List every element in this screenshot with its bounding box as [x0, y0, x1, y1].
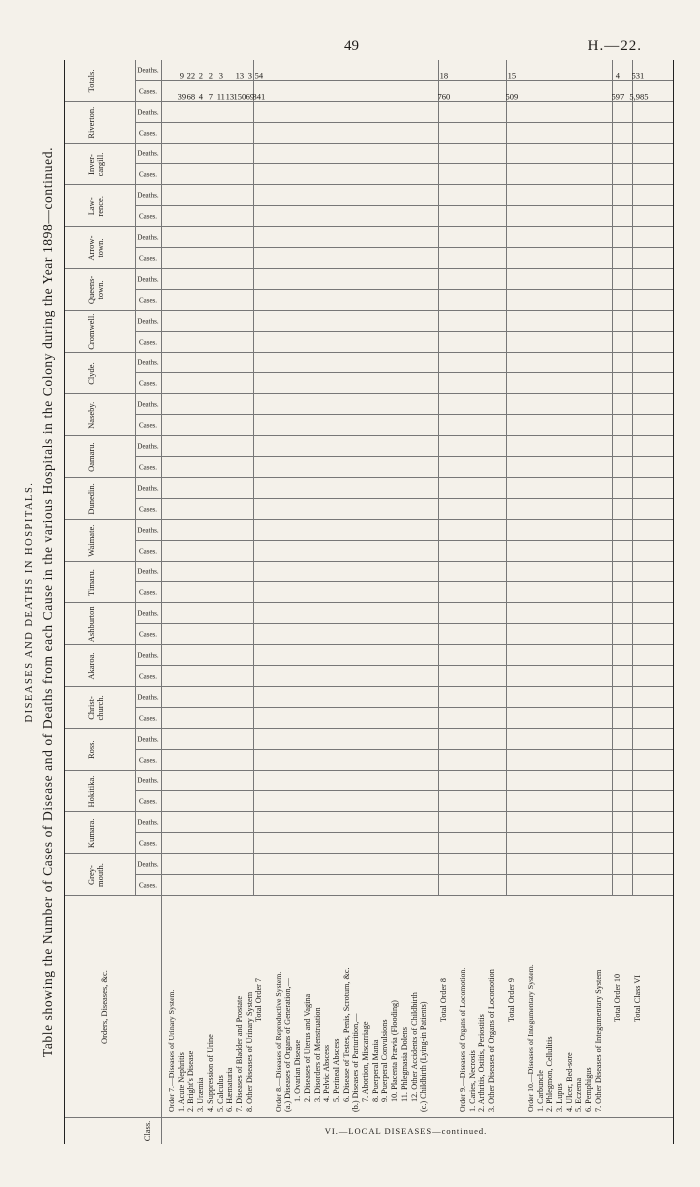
- deaths-subheader: Deaths.: [137, 233, 159, 242]
- total-cases-cell: 68: [186, 91, 196, 102]
- row-label: Total Order 7: [254, 978, 264, 1022]
- row-label: 8. Puerperal Mania: [370, 1039, 380, 1102]
- hospital-header-18: Riverton.: [86, 106, 96, 139]
- total-cases-cell: 509: [504, 91, 518, 102]
- total-deaths-cell: 18: [439, 70, 448, 81]
- hospital-header-12: Clyde.: [86, 362, 96, 385]
- table-row: [477, 60, 487, 1144]
- row-label: 7. Other Diseases of Integumentary System: [593, 969, 603, 1112]
- row-label: Total Class VI: [632, 974, 642, 1022]
- table-row: [216, 60, 226, 1144]
- table-row: [322, 60, 332, 1144]
- table-row: [380, 60, 390, 1144]
- row-label: (a.) Diseases of Organs of Generation,—: [283, 978, 293, 1112]
- table-row: [235, 60, 245, 1144]
- class-column-header: Class.: [142, 1120, 152, 1142]
- table-row: [293, 60, 303, 1144]
- row-label: 7. Diseases of Bladder and Prostate: [234, 996, 244, 1112]
- total-cases-cell: 4: [198, 91, 204, 102]
- table-row: [584, 60, 594, 1144]
- cases-subheader: Cases.: [138, 839, 158, 848]
- total-row: [439, 60, 449, 1144]
- total-deaths-cell: 9: [179, 70, 184, 81]
- row-label: 2. Diseases of Uterus and Vagina: [302, 993, 312, 1102]
- total-deaths-cell: 22: [186, 70, 196, 81]
- row-label: 4. Ulcer, Bed-sore: [564, 1052, 574, 1112]
- deaths-subheader: Deaths.: [137, 66, 159, 75]
- deaths-subheader: Deaths.: [137, 442, 159, 451]
- class-label: VI.—LOCAL DISEASES—continued.: [324, 1126, 488, 1136]
- total-cases-cell: 150: [233, 91, 247, 102]
- table-row: [448, 60, 458, 1144]
- cases-subheader: Cases.: [138, 505, 158, 514]
- table-row: [313, 60, 323, 1144]
- total-cases-cell: 39: [177, 91, 186, 102]
- cases-subheader: Cases.: [138, 547, 158, 556]
- deaths-subheader: Deaths.: [137, 359, 159, 368]
- row-label: Order 9.—Diseases of Organs of Locomotion.: [458, 967, 467, 1112]
- cases-subheader: Cases.: [138, 797, 158, 806]
- total-deaths-cell: 2: [198, 70, 204, 81]
- table-row: [468, 60, 478, 1144]
- table-row: [400, 60, 410, 1144]
- total-deaths-cell: 3: [218, 70, 223, 81]
- row-label: 6. Disease of Testes, Penis, Scrotum, &c.: [341, 967, 351, 1102]
- hospital-header-14: Queens- town.: [86, 275, 105, 305]
- table-row: [487, 60, 497, 1144]
- total-row: [629, 60, 649, 1144]
- row-label: 3. Other Diseases of Organs of Locomotion: [487, 969, 497, 1112]
- hospital-header-16: Law- rence.: [86, 196, 105, 217]
- cases-subheader: Cases.: [138, 463, 158, 472]
- row-label: 2. Bright's Disease: [186, 1050, 196, 1112]
- row-label: Order 8.—Diseases of Reproductive System.: [273, 971, 283, 1112]
- cases-subheader: Cases.: [138, 338, 158, 347]
- cases-subheader: Cases.: [138, 129, 158, 138]
- row-label: 5. Perineal Abscess: [331, 1038, 341, 1102]
- total-cases-cell: 5,985: [629, 91, 649, 102]
- hospital-header-9: Dunedin.: [86, 483, 96, 515]
- row-label: 7. Abortion, Miscarriage: [361, 1021, 370, 1102]
- deaths-subheader: Deaths.: [137, 568, 159, 577]
- cases-subheader: Cases.: [138, 672, 158, 681]
- cases-subheader: Cases.: [138, 379, 158, 388]
- row-label: 11. Phlegmasia Dolens: [399, 1027, 409, 1102]
- table-row: [545, 60, 555, 1144]
- row-label: 4. Pelvic Abscess: [322, 1044, 332, 1102]
- table-row: [177, 60, 187, 1144]
- row-label: Total Order 9: [506, 978, 516, 1022]
- table-heading: DISEASES AND DEATHS IN HOSPITALS.: [24, 481, 35, 723]
- row-label: Order 10.—Diseases of Integumentary System.: [525, 964, 535, 1112]
- row-label: 1. Acute Nephritis: [176, 1052, 186, 1112]
- row-label: 1. Caries, Necrosis: [467, 1050, 477, 1112]
- row-label: 3. Uræmia: [196, 1077, 206, 1112]
- cases-subheader: Cases.: [138, 87, 158, 96]
- hospital-header-11: Naseby.: [86, 401, 96, 429]
- row-label: 10. Placenta Prævia (Flooding): [390, 1000, 400, 1102]
- total-deaths-cell: 531: [631, 70, 644, 81]
- hospital-header-0: Grey- mouth.: [86, 863, 105, 888]
- row-label: 6. Pemphigus: [584, 1067, 594, 1112]
- total-deaths-cell: 13: [235, 70, 244, 81]
- table-row: [332, 60, 342, 1144]
- total-cases-cell: 597: [611, 91, 625, 102]
- row-label: 1. Ovarian Disease: [293, 1039, 303, 1102]
- order-heading-row: [274, 60, 284, 1144]
- deaths-subheader: Deaths.: [137, 150, 159, 159]
- table-row: [594, 60, 604, 1144]
- row-label: Total Order 10: [613, 973, 623, 1022]
- deaths-subheader: Deaths.: [137, 317, 159, 326]
- cases-subheader: Cases.: [138, 756, 158, 765]
- table-row: [565, 60, 575, 1144]
- total-deaths-cell: 15: [507, 70, 516, 81]
- row-label: 12. Other Accidents of Childbirth: [409, 992, 419, 1102]
- hospital-header-17: Inver- cargill.: [86, 152, 105, 177]
- row-label: 3. Disorders of Menstruation: [312, 1007, 322, 1102]
- order-heading-row: [167, 60, 177, 1144]
- hospital-header-19: Totals.: [86, 69, 96, 93]
- row-label: Order 7.—Diseases of Urinary System.: [167, 989, 176, 1112]
- table-row: [342, 60, 352, 1144]
- document-reference: H.—22.: [587, 38, 642, 54]
- table-row: [361, 60, 371, 1144]
- hospital-header-1: Kumara.: [86, 818, 96, 849]
- table-row: [283, 60, 293, 1144]
- row-label: Total Order 8: [438, 978, 448, 1022]
- table-row: [536, 60, 546, 1144]
- hospital-header-6: Ashburton: [86, 606, 96, 643]
- cases-subheader: Cases.: [138, 714, 158, 723]
- total-cases-cell: 341: [252, 91, 266, 102]
- deaths-subheader: Deaths.: [137, 108, 159, 117]
- orders-column-header: Orders, Diseases, &c.: [99, 970, 109, 1044]
- row-label: 8. Other Diseases of Urinary System: [244, 991, 254, 1112]
- total-cases-cell: 760: [437, 91, 450, 102]
- cases-subheader: Cases.: [138, 296, 158, 305]
- total-row: [504, 60, 518, 1144]
- cases-subheader: Cases.: [138, 881, 158, 890]
- table-row: [516, 60, 526, 1144]
- deaths-subheader: Deaths.: [137, 191, 159, 200]
- hospital-header-8: Waimate.: [86, 524, 96, 557]
- row-label: 4. Suppression of Urine: [205, 1034, 215, 1112]
- deaths-subheader: Deaths.: [137, 526, 159, 535]
- statistics-table: [64, 60, 674, 1144]
- table-row: [419, 60, 429, 1144]
- cases-subheader: Cases.: [138, 630, 158, 639]
- total-cases-cell: 13: [225, 91, 235, 102]
- table-row: [371, 60, 381, 1144]
- row-label: 5. Eczema: [574, 1077, 584, 1112]
- hospital-header-2: Hokitika.: [86, 775, 96, 808]
- rotated-table-page: [20, 60, 680, 1144]
- deaths-subheader: Deaths.: [137, 609, 159, 618]
- table-row: [196, 60, 206, 1144]
- deaths-subheader: Deaths.: [137, 818, 159, 827]
- row-label: 2. Arthritis, Ostitis, Periostitis: [477, 1014, 487, 1112]
- row-label: 6. Hæmaturia: [225, 1067, 235, 1112]
- row-label: (c.) Childbirth (Lying-in Patients): [419, 1001, 429, 1112]
- table-row: [264, 60, 274, 1144]
- cases-subheader: Cases.: [138, 588, 158, 597]
- deaths-subheader: Deaths.: [137, 735, 159, 744]
- row-label: (b.) Diseases of Parturition,—: [351, 1013, 361, 1112]
- deaths-subheader: Deaths.: [137, 651, 159, 660]
- table-row: [390, 60, 400, 1144]
- cases-subheader: Cases.: [138, 254, 158, 263]
- hospital-header-10: Oamaru.: [86, 442, 96, 472]
- row-label: 2. Phlegmon, Cellulitis: [545, 1036, 555, 1112]
- table-row: [574, 60, 584, 1144]
- cases-subheader: Cases.: [138, 170, 158, 179]
- deaths-subheader: Deaths.: [137, 693, 159, 702]
- total-cases-cell: 7: [208, 91, 213, 102]
- page-number: 49: [344, 38, 359, 54]
- table-row: [410, 60, 420, 1144]
- total-deaths-cell: 54: [254, 70, 264, 81]
- table-title: Table showing the Number of Cases of Disease and of Deaths from each Cause in the various Hospitals in the Colony during the Year 1898—continued.: [40, 146, 55, 1058]
- total-cases-cell: 69: [245, 91, 254, 102]
- row-label: 3. Lupus: [555, 1083, 564, 1112]
- row-label: 5. Calculus: [215, 1075, 225, 1112]
- table-row: [303, 60, 313, 1144]
- deaths-subheader: Deaths.: [137, 860, 159, 869]
- table-row: [225, 60, 235, 1144]
- cases-subheader: Cases.: [138, 212, 158, 221]
- total-deaths-cell: 3: [247, 70, 252, 81]
- table-row: [555, 60, 565, 1144]
- total-cases-cell: 11: [216, 91, 225, 102]
- hospital-header-13: Cromwell.: [86, 313, 96, 350]
- hospital-header-7: Timaru.: [86, 569, 96, 596]
- deaths-subheader: Deaths.: [137, 400, 159, 409]
- table-row: [351, 60, 361, 1144]
- hospital-header-4: Christ- church.: [86, 695, 105, 721]
- cases-subheader: Cases.: [138, 421, 158, 430]
- deaths-subheader: Deaths.: [137, 275, 159, 284]
- deaths-subheader: Deaths.: [137, 484, 159, 493]
- row-label: 1. Carbuncle: [535, 1070, 545, 1112]
- total-deaths-cell: 2: [208, 70, 213, 81]
- total-row: [254, 60, 264, 1144]
- table-row: [206, 60, 216, 1144]
- table-row: [186, 60, 196, 1144]
- total-row: [613, 60, 623, 1144]
- total-deaths-cell: 4: [615, 70, 621, 81]
- hospital-header-5: Akaroa.: [86, 652, 96, 680]
- order-heading-row: [458, 60, 468, 1144]
- hospital-header-3: Ross.: [86, 740, 96, 760]
- order-heading-row: [526, 60, 536, 1144]
- deaths-subheader: Deaths.: [137, 777, 159, 786]
- row-label: 9. Puerperal Convulsions: [380, 1019, 390, 1102]
- hospital-header-15: Arrow- town.: [86, 235, 105, 261]
